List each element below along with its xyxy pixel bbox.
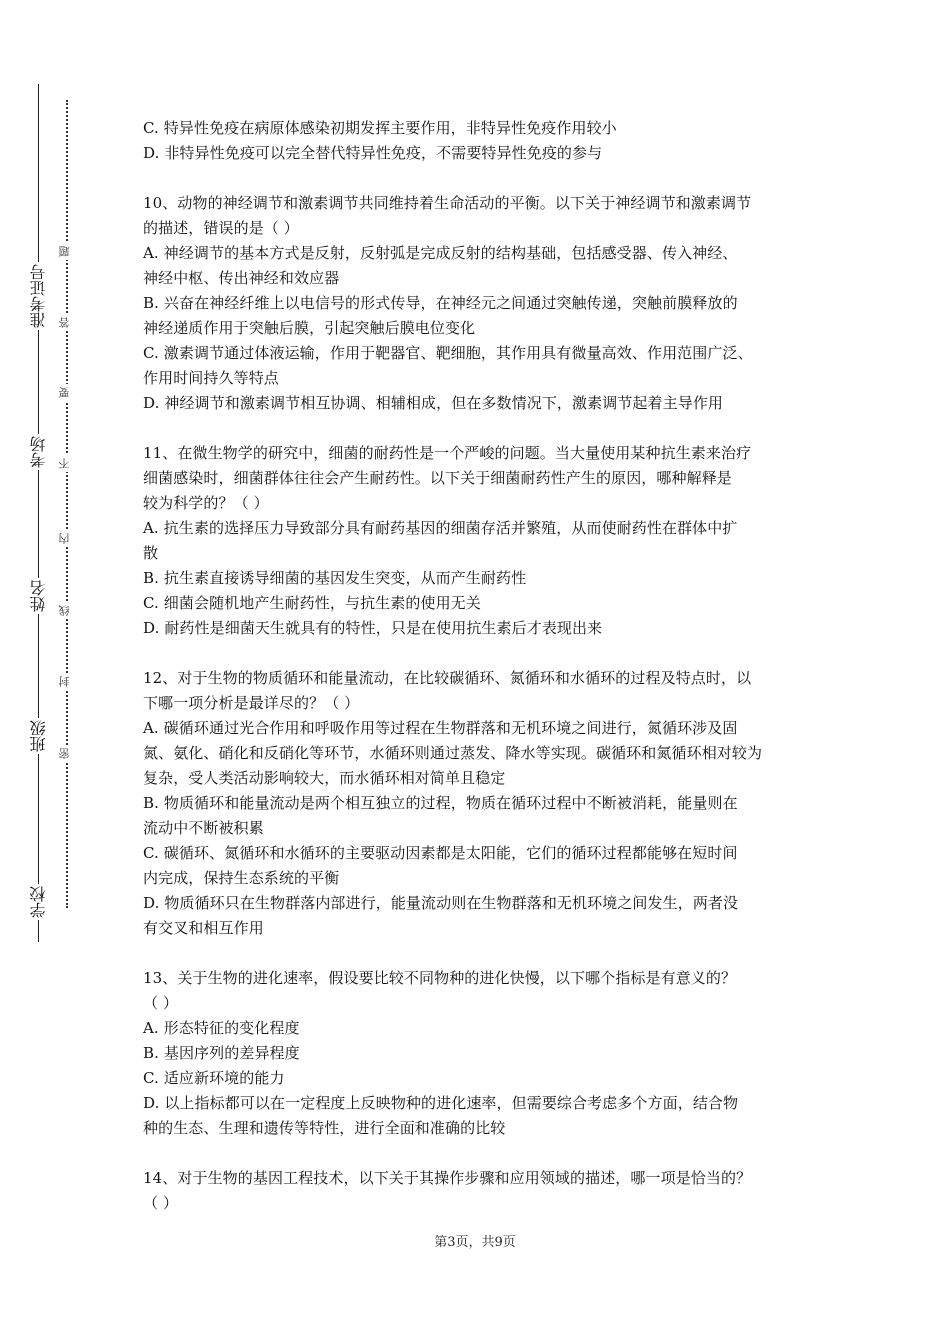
text-line: 流动中不断被积累: [143, 819, 264, 837]
question-block: [143, 191, 813, 416]
text-line: 下哪一项分析是最详尽的？（ ）: [143, 694, 360, 712]
text-line: 散: [143, 544, 159, 562]
label-name: 姓名: [29, 580, 48, 612]
question-block: [143, 966, 813, 1141]
text-line: D. 物质循环只在生物群落内部进行，能量流动则在生物群落和无机环境之间发生，两者没: [143, 894, 739, 912]
text-line: B. 兴奋在神经纤维上以电信号的形式传导，在神经元之间通过突触传递，突触前膜释放的: [143, 294, 738, 312]
text-line: 的描述，错误的是（ ）: [143, 219, 299, 237]
text-line: 有交叉和相互作用: [143, 919, 264, 937]
text-line: 11、在微生物学的研究中，细菌的耐药性是一个严峻的问题。当大量使用某种抗生素来治疗: [143, 444, 752, 462]
text-line: 复杂，受人类活动影响较大，而水循环相对简单且稳定: [143, 769, 506, 787]
question-spacer: [143, 416, 813, 441]
text-line: 内完成，保持生态系统的平衡: [143, 869, 340, 887]
text-line: （ ）: [143, 1194, 179, 1212]
question-spacer: [143, 166, 813, 191]
text-line: 种的生态、生理和遗传等特性，进行全面和准确的比较: [143, 1119, 506, 1137]
label-school: 学校: [29, 886, 48, 918]
text-line: D. 耐药性是细菌天生就具有的特性，只是在使用抗生素后才表现出来: [143, 619, 603, 637]
label-class: 班级: [29, 720, 48, 752]
question-block: [143, 1166, 813, 1216]
question-content: [143, 116, 813, 1216]
text-line: 10、动物的神经调节和激素调节共同维持着生命活动的平衡。以下关于神经调节和激素调节: [143, 194, 752, 212]
text-line: （ ）: [143, 994, 179, 1012]
question-block: [143, 441, 813, 641]
text-line: A. 神经调节的基本方式是反射，反射弧是完成反射的结构基础，包括感受器、传入神经、: [143, 244, 738, 262]
text-line: B. 物质循环和能量流动是两个相互独立的过程，物质在循环过程中不断被消耗，能量则在: [143, 794, 738, 812]
seal-char: 不: [59, 455, 73, 472]
text-line: A. 抗生素的选择压力导致部分具有耐药基因的细菌存活并繁殖，从而使耐药性在群体中扩: [143, 519, 738, 537]
label-ticket-number: 准考证号: [29, 264, 48, 328]
text-line: B. 抗生素直接诱导细菌的基因发生突变，从而产生耐药性: [143, 569, 527, 587]
text-line: 13、关于生物的进化速率，假设要比较不同物种的进化快慢，以下哪个指标是有意义的？: [143, 969, 737, 987]
text-line: 14、对于生物的基因工程技术，以下关于其操作步骤和应用领域的描述，哪一项是恰当的？: [143, 1169, 752, 1187]
seal-dotted-line: [66, 100, 68, 908]
seal-char: 封: [59, 673, 73, 690]
seal-char: 线: [59, 602, 73, 619]
seal-char: 内: [59, 530, 73, 547]
text-line: D. 以上指标都可以在一定程度上反映物种的进化速率，但需要综合考虑多个方面，结合物: [143, 1094, 739, 1112]
question-block: [143, 116, 813, 166]
text-line: 12、对于生物的物质循环和能量流动，在比较碳循环、氮循环和水循环的过程及特点时，以: [143, 669, 752, 687]
page-number: 第3页，共9页: [434, 1235, 516, 1250]
text-line: D. 神经调节和激素调节相互协调、相辅相成，但在多数情况下，激素调节起着主导作用: [143, 394, 724, 412]
text-line: C. 细菌会随机地产生耐药性，与抗生素的使用无关: [143, 594, 481, 612]
text-line: C. 适应新环境的能力: [143, 1069, 285, 1087]
question-spacer: [143, 1141, 813, 1166]
seal-char: 密: [59, 745, 73, 762]
label-exam-room: 考场: [29, 436, 48, 468]
binding-margin: [0, 0, 100, 1344]
binding-solid-line: [38, 84, 39, 942]
text-line: 细菌感染时，细菌群体往往会产生耐药性。以下关于细菌耐药性产生的原因，哪种解释是: [143, 469, 732, 487]
text-line: B. 基因序列的差异程度: [143, 1044, 300, 1062]
text-line: 神经中枢、传出神经和效应器: [143, 269, 340, 287]
text-line: C. 特异性免疫在病原体感染初期发挥主要作用，非特异性免疫作用较小: [143, 119, 617, 137]
text-line: C. 碳循环、氮循环和水循环的主要驱动因素都是太阳能，它们的循环过程都能够在短时间: [143, 844, 738, 862]
text-line: 较为科学的？（ ）: [143, 494, 269, 512]
seal-char: 答: [59, 314, 73, 331]
text-line: D. 非特异性免疫可以完全替代特异性免疫，不需要特异性免疫的参与: [143, 144, 603, 162]
question-spacer: [143, 641, 813, 666]
question-block: [143, 666, 813, 941]
question-spacer: [143, 941, 813, 966]
seal-char: 要: [59, 384, 73, 401]
text-line: 作用时间持久等特点: [143, 369, 279, 387]
seal-char: 题: [59, 243, 73, 260]
text-line: A. 碳循环通过光合作用和呼吸作用等过程在生物群落和无机环境之间进行，氮循环涉及固: [143, 719, 738, 737]
text-line: A. 形态特征的变化程度: [143, 1019, 300, 1037]
text-line: 神经递质作用于突触后膜，引起突触后膜电位变化: [143, 319, 476, 337]
text-line: C. 激素调节通过体液运输，作用于靶器官、靶细胞，其作用具有微量高效、作用范围广泛、: [143, 344, 753, 362]
text-line: 氮、氨化、硝化和反硝化等环节，水循环则通过蒸发、降水等实现。碳循环和氮循环相对较为: [143, 744, 763, 762]
